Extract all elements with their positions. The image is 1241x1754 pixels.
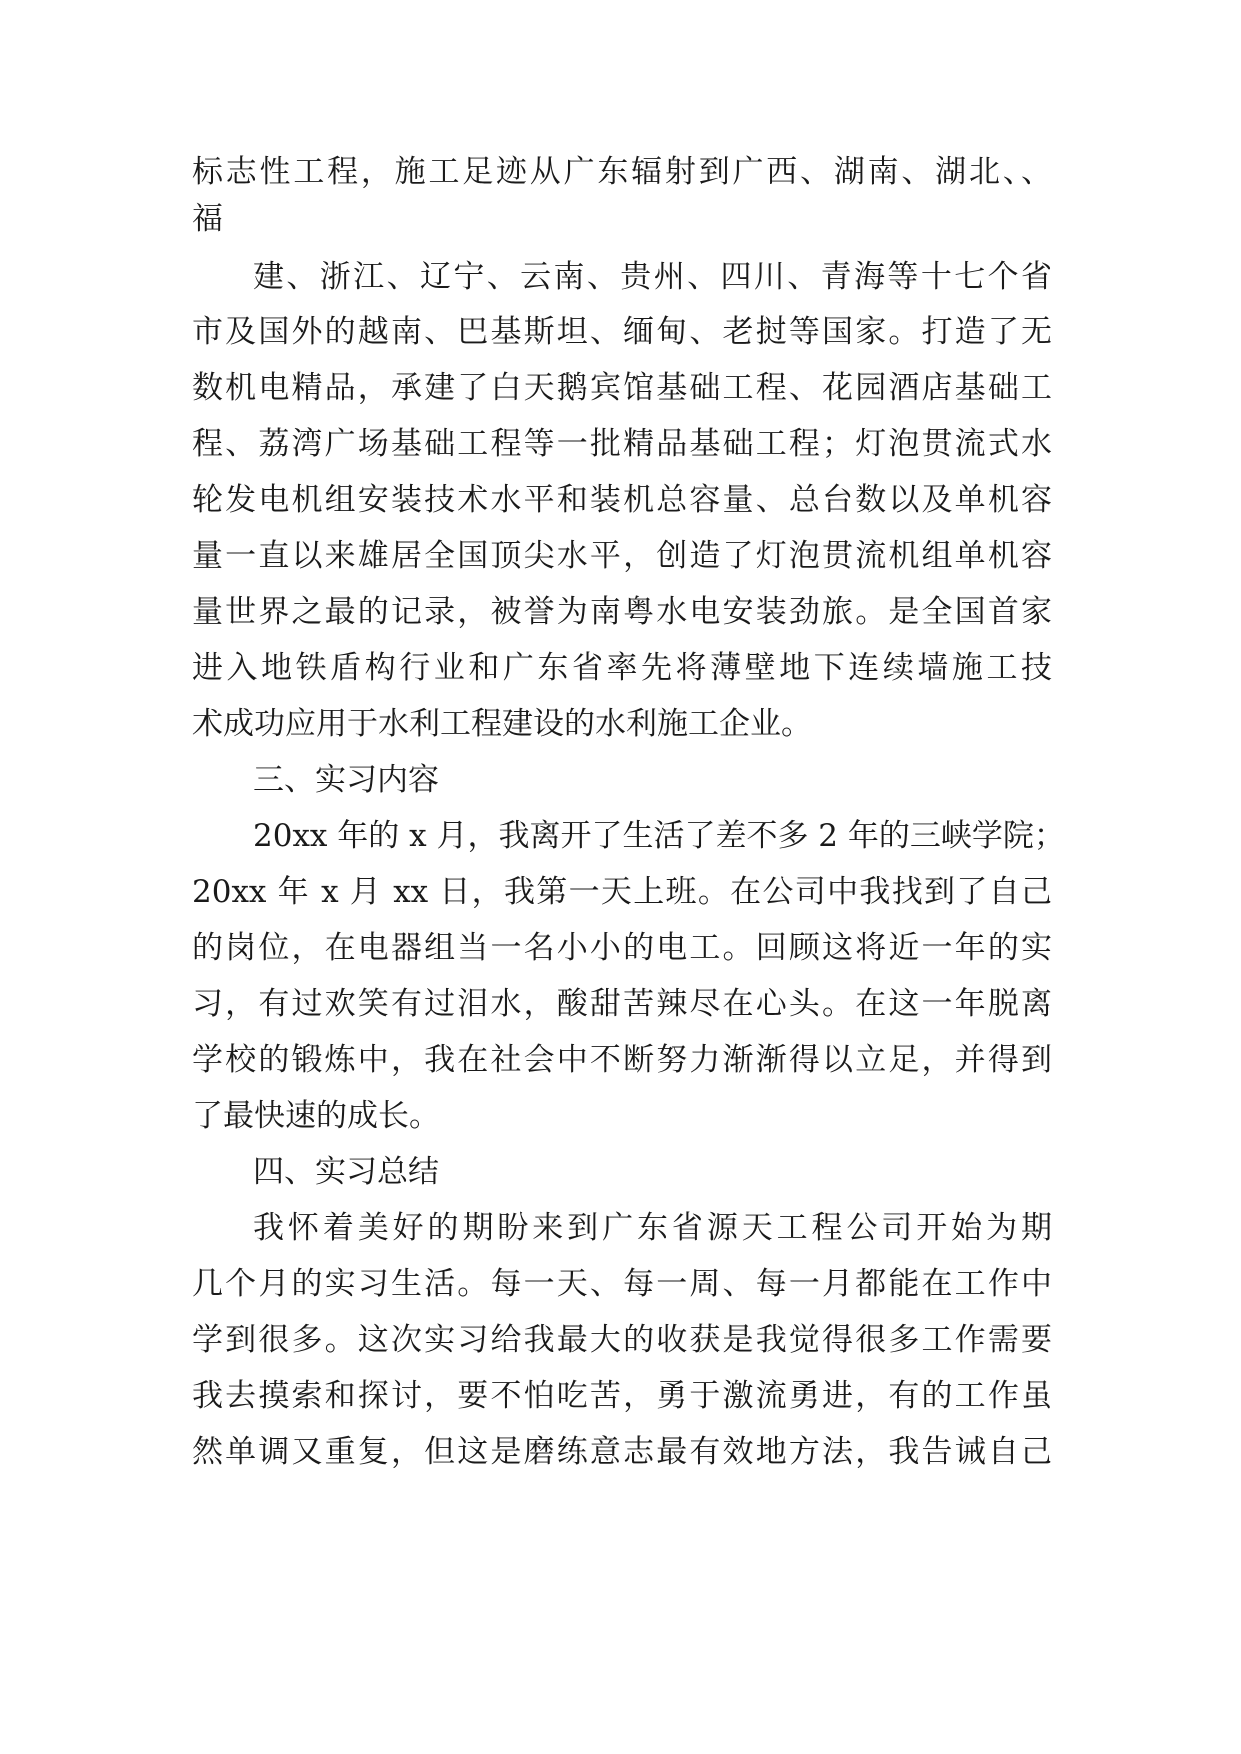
section-heading: 三、实习内容: [253, 762, 439, 798]
text-line: 习，有过欢笑有过泪水，酸甜苦辣尽在心头。在这一年脱离: [192, 986, 1052, 1022]
text-line: 术成功应用于水利工程建设的水利施工企业。: [192, 706, 812, 742]
text-line: 福: [192, 201, 223, 237]
text-line: 学到很多。这次实习给我最大的收获是我觉得很多工作需要: [192, 1322, 1052, 1358]
paragraph-first-line: 建、浙江、辽宁、云南、贵州、四川、青海等十七个省: [253, 259, 1052, 295]
paragraph-first-line: 20xx 年的 x 月，我离开了生活了差不多 2 年的三峡学院；: [253, 818, 1065, 854]
text-line: 标志性工程，施工足迹从广东辐射到广西、湖南、湖北、、: [192, 154, 1052, 190]
text-line: 20xx 年 x 月 xx 日，我第一天上班。在公司中我找到了自己: [192, 874, 1052, 910]
text-line: 市及国外的越南、巴基斯坦、缅甸、老挝等国家。打造了无: [192, 314, 1052, 350]
text-line: 的岗位，在电器组当一名小小的电工。回顾这将近一年的实: [192, 930, 1052, 966]
text-line: 量一直以来雄居全国顶尖水平，创造了灯泡贯流机组单机容: [192, 538, 1052, 574]
text-line: 了最快速的成长。: [192, 1098, 440, 1134]
text-line: 学校的锻炼中，我在社会中不断努力渐渐得以立足，并得到: [192, 1042, 1052, 1078]
text-line: 程、荔湾广场基础工程等一批精品基础工程；灯泡贯流式水: [192, 426, 1052, 462]
text-line: 进入地铁盾构行业和广东省率先将薄壁地下连续墙施工技: [192, 650, 1052, 686]
text-line: 轮发电机组安装技术水平和装机总容量、总台数以及单机容: [192, 482, 1052, 518]
text-line: 量世界之最的记录，被誉为南粤水电安装劲旅。是全国首家: [192, 594, 1052, 630]
text-line: 数机电精品，承建了白天鹅宾馆基础工程、花园酒店基础工: [192, 370, 1052, 406]
paragraph-first-line: 我怀着美好的期盼来到广东省源天工程公司开始为期: [253, 1210, 1052, 1246]
section-heading: 四、实习总结: [253, 1154, 439, 1190]
text-line: 我去摸索和探讨，要不怕吃苦，勇于激流勇进，有的工作虽: [192, 1378, 1052, 1414]
text-line: 几个月的实习生活。每一天、每一周、每一月都能在工作中: [192, 1266, 1052, 1302]
text-line: 然单调又重复，但这是磨练意志最有效地方法，我告诫自己: [192, 1434, 1052, 1470]
